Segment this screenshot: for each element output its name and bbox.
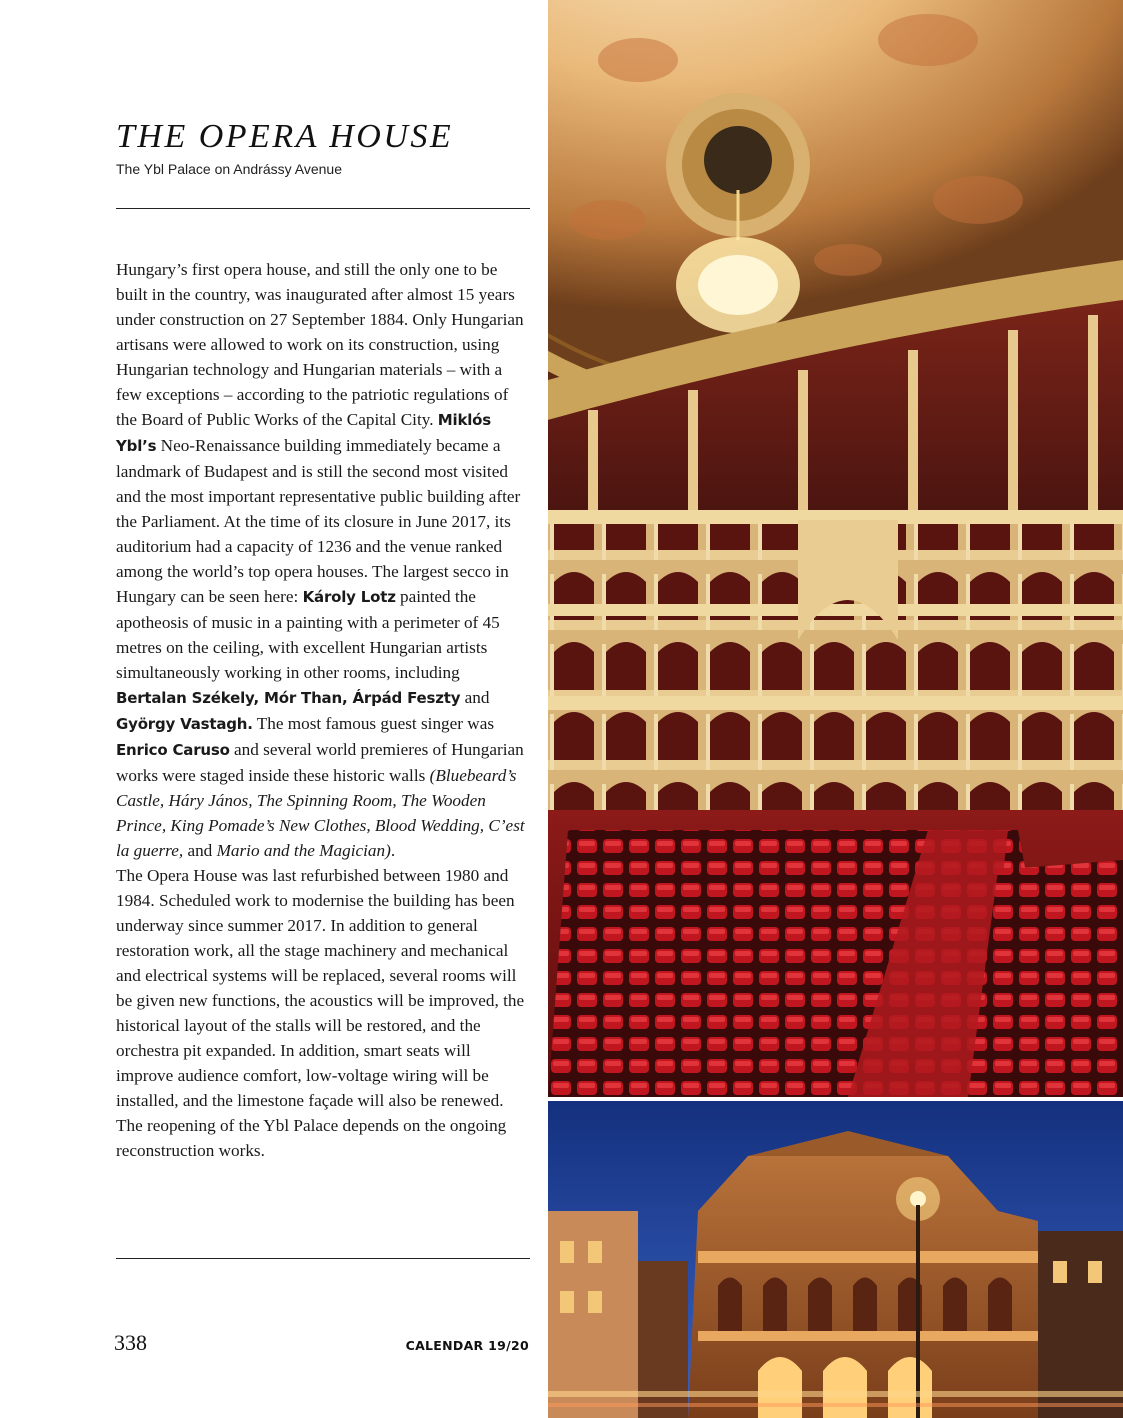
article-body	[116, 257, 530, 1163]
facade-illustration-icon	[548, 1101, 1123, 1418]
bottom-divider	[116, 1258, 530, 1259]
name-singer: Enrico Caruso	[116, 741, 230, 759]
top-divider	[116, 208, 530, 209]
opera-auditorium-photo	[548, 0, 1123, 1097]
text-run: .	[390, 841, 396, 860]
text-run: Neo-Renaissance building immediately became a landmark of Budapest and is still the second most visited and the most important representative public building after the Parliament. At the time of its closure in June 2017, its auditorium had a capacity of 1236 and the venue ranked among the world’s top opera houses. The largest secco in Hungary can be seen here:	[116, 436, 521, 606]
page-subtitle: The Ybl Palace on Andrássy Avenue	[116, 161, 342, 177]
name-artist-vastagh: György Vastagh.	[116, 715, 253, 733]
name-painter: Károly Lotz	[302, 588, 396, 606]
text-run: and	[460, 688, 490, 707]
page-title: THE OPERA HOUSE	[116, 118, 454, 155]
page-number: 338	[114, 1330, 147, 1355]
name-artists: Bertalan Székely, Mór Than, Árpád Feszty	[116, 689, 461, 707]
text-run: and	[183, 841, 217, 860]
name-architect: Miklós Ybl’s	[116, 411, 492, 455]
paragraph-reopening: The reopening of the Ybl Palace depends on the ongoing reconstruction works.	[116, 1116, 507, 1160]
text-run: painted the apotheosis of music in a painting with a perimeter of 45 metres on the ceiling, with excellent Hungarian artists simultaneously working in other rooms, including	[116, 587, 500, 682]
text-run: The most famous guest singer was	[252, 714, 495, 733]
text-run: and several world premieres of Hungarian works were staged inside these historic walls	[116, 740, 524, 785]
paragraph-refurbishment: The Opera House was last refurbished between 1980 and 1984. Scheduled work to modernise the building has been underway since summer 2017. In addition to general restoration work, all the stage machinery and mechanical and electrical systems will be replaced, several rooms will be given new functions, the acoustics will be improved, the historical layout of the stalls will be restored, and the orchestra pit expanded. In addition, smart seats will improve audience comfort, low-voltage wiring will be installed, and the limestone façade will also be renewed.	[116, 866, 525, 1110]
works-list-end: Mario and the Magician)	[216, 841, 391, 860]
running-title: CALENDAR 19/20	[405, 1338, 529, 1353]
paragraph-history	[116, 257, 530, 863]
text-run: Hungary’s first opera house, and still the only one to be built in the country, was inaugurated after almost 15 years under construction on 27 September 1884. Only Hungarian artisans were allowed to work on its construction, using Hungarian technology and Hungarian materials – with a few exceptions – according to the patriotic regulations of the Board of Public Works of the Capital City.	[116, 260, 524, 429]
opera-facade-night-photo	[548, 1101, 1123, 1418]
works-list: (Bluebeard’s Castle, Háry János, The Spinning Room, The Wooden Prince, King Pomade’s New Clothes, Blood Wedding, C’est la guerre,	[116, 766, 525, 860]
auditorium-illustration-icon	[548, 0, 1123, 1097]
